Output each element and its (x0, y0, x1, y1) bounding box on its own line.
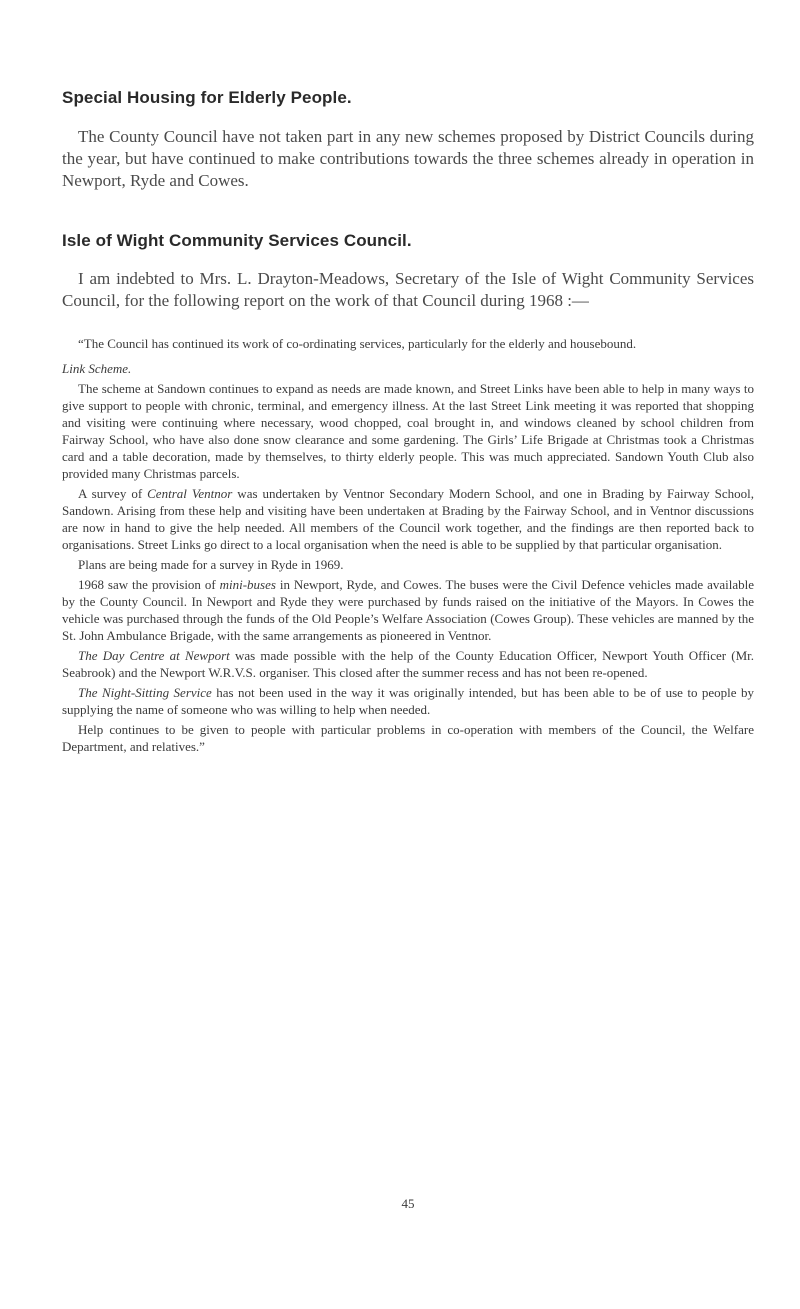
council-report-quote (62, 335, 754, 758)
minibus-text-start: 1968 saw the provision of (78, 577, 220, 592)
night-sitting-text: has not been used in the way it was originally intended, but has been able to be of use to people by supplying the name of someone who was willing to help when needed. (62, 685, 754, 717)
survey-place-emphasis: Central Ventnor (147, 486, 233, 501)
minibus-paragraph (62, 576, 754, 644)
day-centre-text: was made possible with the help of the County Education Officer, Newport Youth Officer (Mr. Seabrook) and the Newport W.R.V.S. organiser. This closed after the summer recess and has not been re-opened. (62, 648, 755, 680)
day-centre-emphasis: The Day Centre at Newport (78, 648, 230, 663)
survey-paragraph (62, 485, 754, 553)
page-number: 45 (401, 1196, 415, 1211)
quote-opening-paragraph: “The Council has continued its work of co-ordinating services, particularly for the elderly and housebound. (78, 336, 637, 351)
link-scheme-paragraph: The scheme at Sandown continues to expand as needs are made known, and Street Links have been able to help in many ways to give support to people with chronic, terminal, and emergency illness. At the last Street Link meeting it was reported that shopping and visiting were continuing where necessary, wood chopped, coal brought in, and windows cleaned by school children from Fairway School, who have also done snow clearance and some gardening. The Girls’ Life Brigade at Christmas took a Christmas card and a table decoration, made by themselves, to thirty elderly people. This was much appreciated. Sandown Youth Club also provided many Christmas parcels. (62, 381, 754, 481)
day-centre-paragraph (62, 647, 754, 681)
help-paragraph: Help continues to be given to people with particular problems in co-operation with members of the Council, the Welfare Department, and relatives.” (62, 722, 754, 754)
night-sitting-paragraph (62, 684, 754, 718)
minibus-text-end: in Newport, Ryde, and Cowes. The buses were the Civil Defence vehicles made available by the County Council. In Newport and Ryde they were purchased by funds raised on the initiative of the Mayors. In Cowes the vehicle was purchased through the funds of the Old People’s Welfare Association (Cowes Group). These vehicles are manned by the St. John Ambulance Brigade, with the same arrangements as pioneered in Ventnor. (62, 577, 754, 643)
section-title-community-services: Isle of Wight Community Services Council. (62, 231, 412, 250)
survey-text-end: was undertaken by Ventnor Secondary Modern School, and one in Brading by Fairway School, Sandown. Arising from these help and visiting have been undertaken at Brading by the Fairway School, and in Ventnor discussions are now in hand to give the help needed. All members of the Council work together, and the findings are then reported back to organisations. Street Links go direct to a local organisation when the need is able to be supplied by that particular organisation. (62, 486, 754, 552)
section-title-special-housing: Special Housing for Elderly People. (62, 88, 352, 107)
link-scheme-heading: Link Scheme. (62, 361, 132, 376)
plans-paragraph: Plans are being made for a survey in Ryde in 1969. (78, 557, 344, 572)
survey-text-start: A survey of (78, 486, 148, 501)
minibus-emphasis: mini-buses (219, 577, 276, 592)
community-services-intro: I am indebted to Mrs. L. Drayton-Meadows, Secretary of the Isle of Wight Community Services Council, for the following report on the work of that Council during 1968 :— (62, 269, 754, 310)
special-housing-paragraph: The County Council have not taken part in any new schemes proposed by District Councils during the year, but have continued to make contributions towards the three schemes already in operation in Newport, Ryde and Cowes. (62, 127, 754, 190)
night-sitting-emphasis: The Night-Sitting Service (78, 685, 212, 700)
